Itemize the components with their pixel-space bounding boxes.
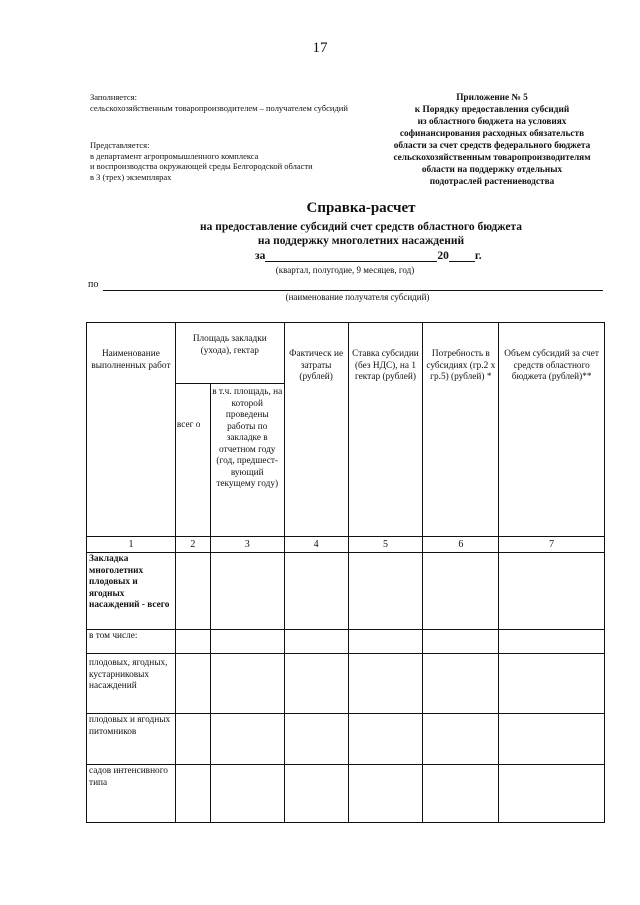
table-cell[interactable]	[499, 654, 605, 714]
table-cell[interactable]	[348, 765, 423, 823]
column-number: 3	[210, 537, 284, 553]
table-cell[interactable]	[348, 714, 423, 765]
table-cell[interactable]	[210, 654, 284, 714]
appendix-line-8: подотраслей растениеводства	[429, 177, 555, 187]
appendix-line-1: Приложение № 5	[456, 93, 528, 103]
row-label: садов интенсивного типа	[87, 765, 176, 823]
column-numbers-row	[87, 537, 605, 553]
page-number: 17	[312, 40, 328, 56]
header-area-total: всег о	[175, 384, 210, 537]
table-cell[interactable]	[499, 714, 605, 765]
row-label: плодовых, ягодных, кустарниковых насаждений	[87, 654, 176, 714]
submit-line-3: в 3 (трех) экземплярах	[90, 171, 172, 182]
header-area-group: Площадь закладки (ухода), гектар	[175, 323, 284, 384]
column-number: 1	[87, 537, 176, 553]
column-number: 6	[423, 537, 499, 553]
table-cell[interactable]	[210, 714, 284, 765]
subtitle-line-2: на поддержку многолетних насаждений	[257, 235, 465, 247]
recipient-label: по	[88, 279, 99, 290]
row-label: Закладка многолетних плодовых и ягодных насаждений - всего	[87, 553, 176, 630]
subtitle-line-1: на предоставление субсидий счет средств областного бюджета	[200, 221, 522, 233]
table-row	[87, 553, 605, 630]
submit-instructions	[90, 140, 370, 182]
header-subsidy-need: Потребность в субсидиях (гр.2 х гр.5) (рублей) *	[423, 323, 499, 537]
table-cell[interactable]	[210, 765, 284, 823]
recipient-hint: (наименование получателя субсидий)	[285, 292, 430, 302]
header-subsidy-volume: Объем субсидий за счет средств областного бюджета (рублей)**	[499, 323, 605, 537]
year-blank[interactable]	[449, 249, 475, 262]
table-cell[interactable]	[284, 714, 348, 765]
calculation-table	[86, 322, 605, 823]
table-row	[87, 714, 605, 765]
table-cell[interactable]	[210, 630, 284, 654]
table-cell[interactable]	[284, 654, 348, 714]
header-subsidy-rate: Ставка субсидии (без НДС), на 1 гектар (рублей)	[348, 323, 423, 537]
period-blank[interactable]	[265, 249, 437, 262]
table-cell[interactable]	[175, 714, 210, 765]
header-area-reporting-year: в т.ч. площадь, на которой проведены работы по закладке в отчетном году (год, предшест- вующий текущему году)	[210, 384, 284, 537]
table-cell[interactable]	[423, 654, 499, 714]
table-cell[interactable]	[284, 630, 348, 654]
document-subtitle	[0, 220, 640, 248]
year-prefix: 20	[437, 250, 449, 262]
column-number: 2	[175, 537, 210, 553]
table-cell[interactable]	[348, 553, 423, 630]
appendix-line-2: к Порядку предоставления субсидий	[414, 105, 570, 115]
table-cell[interactable]	[284, 553, 348, 630]
table-cell[interactable]	[348, 630, 423, 654]
table-cell[interactable]	[499, 765, 605, 823]
table-cell[interactable]	[348, 654, 423, 714]
period-field[interactable]	[255, 249, 482, 262]
fill-text: сельскохозяйственным товаропроизводителем – получателем субсидий	[90, 102, 348, 113]
header-actual-costs: Фактическ ие затраты (рублей)	[284, 323, 348, 537]
table-cell[interactable]	[423, 630, 499, 654]
table-cell[interactable]	[175, 765, 210, 823]
table-cell[interactable]	[423, 553, 499, 630]
row-label: плодовых и ягодных питомников	[87, 714, 176, 765]
table-cell[interactable]	[175, 630, 210, 654]
table-cell[interactable]	[499, 553, 605, 630]
submit-line-1: в департамент агропромышленного комплекса	[90, 150, 259, 161]
column-number: 7	[499, 537, 605, 553]
table-row	[87, 654, 605, 714]
table-cell[interactable]	[423, 765, 499, 823]
submit-line-2: и воспроизводства окружающей среды Белгородской области	[90, 161, 313, 171]
recipient-field[interactable]	[103, 290, 603, 291]
appendix-line-4: софинансирования расходных обязательств	[399, 129, 585, 139]
appendix-header	[362, 92, 622, 188]
document-title: Справка-расчет	[306, 200, 416, 216]
fill-title: Заполняется:	[90, 92, 137, 102]
column-number: 4	[284, 537, 348, 553]
table-cell[interactable]	[210, 553, 284, 630]
table-cell[interactable]	[175, 654, 210, 714]
appendix-line-6: сельскохозяйственным товаропроизводителям	[393, 153, 591, 163]
appendix-line-3: из областного бюджета на условиях	[417, 117, 567, 127]
row-label: в том числе:	[87, 630, 176, 654]
table-row	[87, 630, 605, 654]
fill-instructions	[90, 92, 360, 113]
header-work-name: Наименование выполненных работ	[87, 323, 176, 537]
period-prefix: за	[255, 250, 266, 262]
table-cell[interactable]	[175, 553, 210, 630]
submit-title: Представляется:	[90, 140, 150, 150]
year-suffix: г.	[474, 250, 482, 262]
table-cell[interactable]	[284, 765, 348, 823]
column-number: 5	[348, 537, 423, 553]
table-row	[87, 765, 605, 823]
period-hint: (квартал, полугодие, 9 месяцев, год)	[275, 265, 415, 275]
appendix-line-7: области на поддержку отдельных	[421, 165, 563, 175]
appendix-line-5: области за счет средств федерального бюджета	[393, 141, 591, 151]
table-cell[interactable]	[499, 630, 605, 654]
table-cell[interactable]	[423, 714, 499, 765]
